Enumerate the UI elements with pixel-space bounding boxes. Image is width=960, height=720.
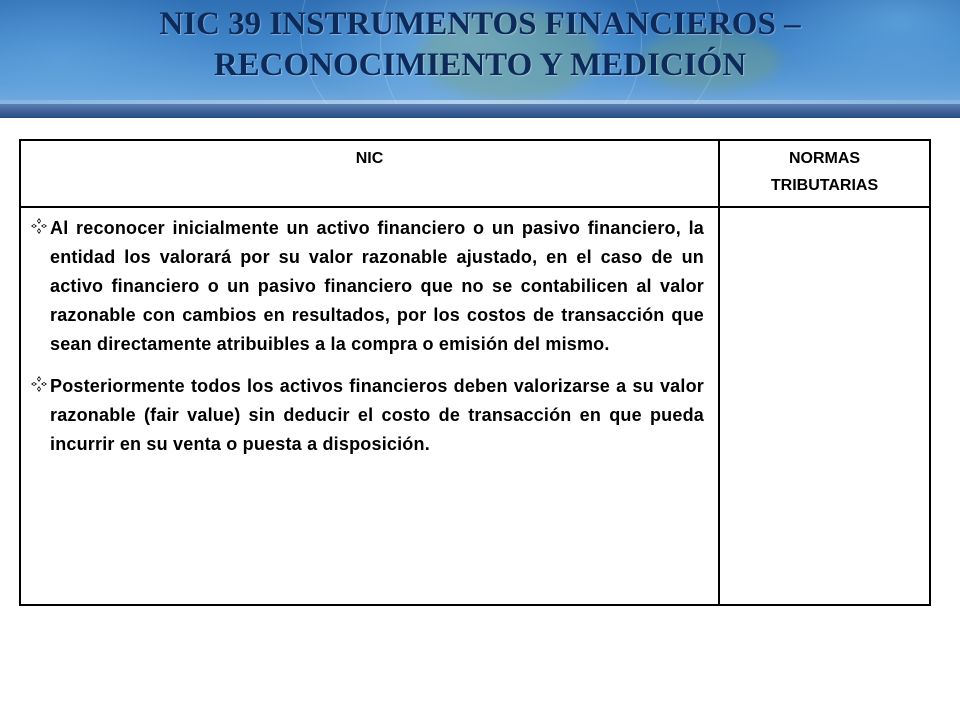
header-bottom-bar bbox=[0, 104, 960, 118]
slide-title-line-1: NIC 39 INSTRUMENTOS FINANCIEROS – bbox=[159, 6, 801, 42]
list-item bbox=[31, 214, 704, 359]
bullet-text: Posteriormente todos los activos financieros deben valorizarse a su valor razonable (fair value) sin deducir el costo de transacción en que pueda incurrir en su venta o puesta a disposición. bbox=[50, 376, 704, 454]
column-header-normas-line-2: TRIBUTARIAS bbox=[770, 177, 879, 194]
nic-content-cell bbox=[20, 207, 719, 605]
four-diamond-bullet-icon bbox=[31, 376, 47, 392]
normas-tributarias-content-cell bbox=[719, 207, 930, 605]
column-header-normas-tributarias bbox=[719, 140, 930, 207]
slide-title bbox=[0, 4, 960, 86]
bullet-text: Al reconocer inicialmente un activo financiero o un pasivo financiero, la entidad los valorará por su valor razonable ajustado, en el caso de un activo financiero o un pasivo financiero que no se contabilicen al valor razonable con cambios en resultados, por los costos de transacción que sean directamente atribuibles a la compra o emisión del mismo. bbox=[50, 218, 704, 354]
list-item bbox=[31, 372, 704, 459]
slide-title-line-2: RECONOCIMIENTO Y MEDICIÓN bbox=[213, 47, 747, 83]
table-header-row bbox=[20, 140, 930, 207]
slide-header-banner bbox=[0, 0, 960, 118]
comparison-table bbox=[19, 139, 931, 606]
column-header-normas-line-1: NORMAS bbox=[788, 150, 861, 167]
four-diamond-bullet-icon bbox=[31, 218, 47, 234]
column-header-nic bbox=[20, 140, 719, 207]
column-header-nic-label: NIC bbox=[355, 150, 384, 167]
table-row bbox=[20, 207, 930, 605]
